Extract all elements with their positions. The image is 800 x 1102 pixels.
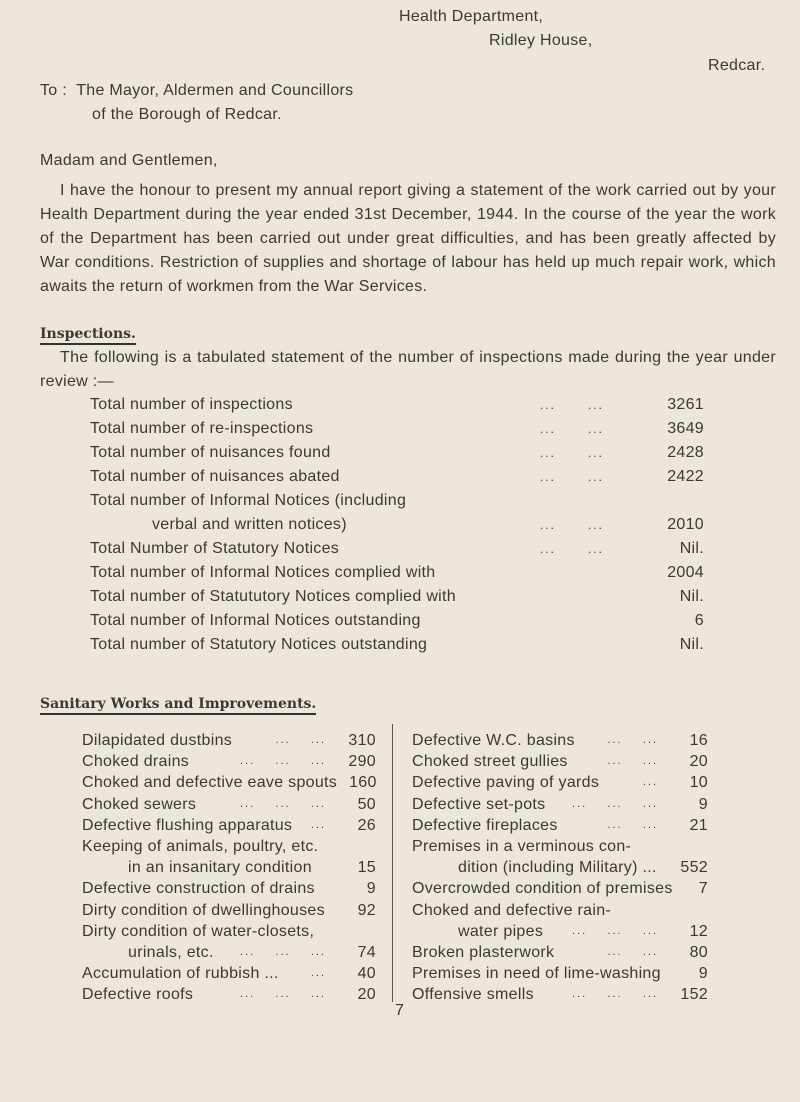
item-value: Nil. [679, 636, 704, 653]
item-label: Dirty condition of water-closets, [82, 922, 315, 940]
item-value: 20 [357, 986, 376, 1004]
leader-dots: ... ... ... [240, 988, 326, 1001]
item-value: 2004 [667, 564, 704, 581]
intro-paragraph: I have the honour to present my annual report giving a statement of the work carried out by your Health Department during the year ended 31st December, 1944. In the course of the year the work of the Department has been carried out under great difficulties, and has been greatly affected by War conditions. Restriction of supplies and shortage of labour has held up much repair work, which awaits the return of workmen from the War Services. [40, 182, 776, 295]
list-item [412, 772, 708, 793]
item-label: Total number of nuisances abated [90, 468, 340, 485]
list-item [90, 393, 714, 417]
item-label: Keeping of animals, poultry, etc. [82, 837, 319, 855]
item-label: Defective set-pots [412, 795, 546, 813]
item-value: 160 [349, 774, 377, 792]
leader-dots: ... ... ... [572, 988, 658, 1001]
item-label: Accumulation of rubbish ... [82, 965, 279, 983]
leader-dots: ... ... ... [240, 797, 326, 810]
item-value: 26 [357, 816, 376, 834]
item-value: 7 [698, 880, 708, 898]
item-value: 2010 [667, 516, 704, 533]
item-value: 15 [357, 859, 376, 877]
item-label: Broken plasterwork [412, 943, 555, 961]
item-label: Choked street gullies [412, 753, 568, 771]
list-item [412, 730, 708, 751]
list-item [82, 772, 376, 793]
list-item [82, 900, 376, 921]
item-label: Choked and defective rain- [412, 901, 612, 919]
item-label: verbal and written notices) [152, 516, 347, 533]
item-label: dition (including Military) ... [458, 859, 657, 877]
addressee-line-1: To : The Mayor, Aldermen and Councillors [40, 82, 354, 99]
inspections-list [90, 393, 714, 657]
list-item [90, 441, 714, 465]
item-value: 6 [694, 612, 704, 629]
list-item [82, 836, 376, 857]
item-label: Defective flushing apparatus [82, 816, 293, 834]
item-value [670, 900, 708, 921]
list-item [90, 537, 714, 561]
item-label: Defective construction of drains [82, 880, 315, 898]
leader-dots: ... ... ... [572, 797, 658, 810]
item-value: 40 [357, 965, 376, 983]
item-label: Defective W.C. basins [412, 732, 575, 749]
list-item [90, 489, 714, 513]
item-value: 20 [689, 753, 708, 771]
leader-dots: ... ... [539, 398, 604, 412]
list-item [90, 585, 714, 609]
list-item [82, 815, 376, 836]
item-label: Defective roofs [82, 986, 194, 1004]
list-item [412, 857, 708, 878]
item-value: 310 [348, 732, 376, 749]
leader-dots: ... ... [607, 945, 658, 958]
leader-dots: ... [642, 776, 658, 789]
item-value: 152 [680, 986, 708, 1004]
item-value: 10 [689, 774, 708, 792]
inspections-heading: Inspections. [40, 326, 136, 345]
item-value: 50 [357, 795, 376, 813]
item-value: 2422 [667, 468, 704, 485]
item-value [338, 836, 376, 857]
leader-dots: ... ... [539, 422, 604, 436]
leader-dots: ... ... [607, 734, 658, 746]
list-item [82, 921, 376, 942]
leader-dots: ... ... [539, 518, 604, 532]
item-value: 552 [680, 859, 708, 877]
item-label: Premises in need of lime-washing [412, 965, 661, 983]
item-label: Defective fireplaces [412, 816, 558, 834]
item-value: 92 [357, 901, 376, 919]
leader-dots: ... [310, 818, 326, 831]
item-label: water pipes [458, 922, 544, 940]
item-label: Total Number of Statutory Notices [90, 540, 340, 557]
item-value: 3649 [667, 420, 704, 437]
leader-dots: ... ... [539, 470, 604, 484]
item-value: 80 [689, 943, 708, 961]
item-label: Total number of Informal Notices outstanding [90, 612, 421, 629]
list-item [82, 794, 376, 815]
column-divider [392, 724, 393, 1002]
list-item [90, 513, 714, 537]
sanitary-right-column [412, 730, 708, 1005]
list-item [82, 751, 376, 772]
list-item [90, 465, 714, 489]
list-item [82, 878, 376, 899]
letterhead-line-1: Health Department, [399, 8, 544, 25]
list-item [412, 921, 708, 942]
list-item [412, 836, 708, 857]
leader-dots: ... [310, 967, 326, 980]
list-item [82, 942, 376, 963]
item-label: Total number of Informal Notices (including [90, 492, 407, 509]
page-number: 7 [395, 1002, 405, 1019]
list-item [412, 942, 708, 963]
item-label: in an insanitary condition [128, 859, 312, 877]
item-value [644, 489, 714, 513]
list-item [82, 984, 376, 1005]
item-value: 2428 [667, 444, 704, 461]
leader-dots: ... ... ... [240, 945, 326, 958]
item-label: Defective paving of yards [412, 774, 600, 792]
item-value: Nil. [679, 540, 704, 557]
item-value: 3261 [667, 396, 704, 413]
list-item [412, 815, 708, 836]
item-label: Choked and defective eave spouts [82, 774, 338, 792]
list-item [90, 417, 714, 441]
item-label: Total number of Informal Notices complied with [90, 564, 436, 581]
item-value [338, 921, 376, 942]
leader-dots: ... ... [539, 446, 604, 460]
item-label: urinals, etc. [128, 943, 214, 961]
sanitary-left-column [82, 730, 376, 1005]
item-value: 21 [689, 816, 708, 834]
list-item [90, 561, 714, 585]
letterhead-line-2: Ridley House, [489, 32, 593, 49]
list-item [90, 633, 714, 657]
item-value: 9 [698, 965, 708, 983]
salutation: Madam and Gentlemen, [40, 152, 218, 169]
item-label: Offensive smells [412, 986, 534, 1004]
leader-dots: ... ... [539, 542, 604, 556]
list-item [82, 857, 376, 878]
item-value: 74 [357, 943, 376, 961]
item-value: 12 [689, 922, 708, 940]
leader-dots: ... ... [607, 818, 658, 831]
item-label: Dirty condition of dwellinghouses [82, 901, 325, 919]
leader-dots: ... ... [607, 755, 658, 768]
list-item [412, 794, 708, 815]
item-label: Overcrowded condition of premises [412, 880, 673, 898]
item-value: Nil. [679, 588, 704, 605]
leader-dots: ... ... [275, 734, 326, 746]
item-label: Total number of re-inspections [90, 420, 314, 437]
list-item [412, 963, 708, 984]
list-item [82, 730, 376, 751]
item-value: 9 [366, 880, 376, 898]
item-label: Dilapidated dustbins [82, 732, 233, 749]
letterhead-line-3: Redcar. [708, 57, 766, 74]
inspections-paragraph: The following is a tabulated statement of the number of inspections made during the year under review :— [40, 349, 776, 390]
item-label: Premises in a verminous con- [412, 837, 632, 855]
item-label: Total number of nuisances found [90, 444, 331, 461]
list-item [412, 878, 708, 899]
item-label: Choked drains [82, 753, 190, 771]
item-value [670, 836, 708, 857]
item-value: 290 [348, 753, 376, 771]
addressee-line-2: of the Borough of Redcar. [92, 106, 282, 123]
item-label: Total number of Statutory Notices outstanding [90, 636, 428, 653]
item-label: Total number of inspections [90, 396, 293, 413]
item-label: Total number of Statututory Notices complied with [90, 588, 456, 605]
leader-dots: ... ... ... [240, 755, 326, 768]
list-item [412, 900, 708, 921]
item-label: Choked sewers [82, 795, 197, 813]
list-item [82, 963, 376, 984]
item-value: 16 [689, 732, 708, 749]
leader-dots: ... ... ... [572, 924, 658, 937]
item-value: 9 [698, 795, 708, 813]
list-item [412, 984, 708, 1005]
list-item [90, 609, 714, 633]
sanitary-heading: Sanitary Works and Improvements. [40, 696, 316, 715]
list-item [412, 751, 708, 772]
